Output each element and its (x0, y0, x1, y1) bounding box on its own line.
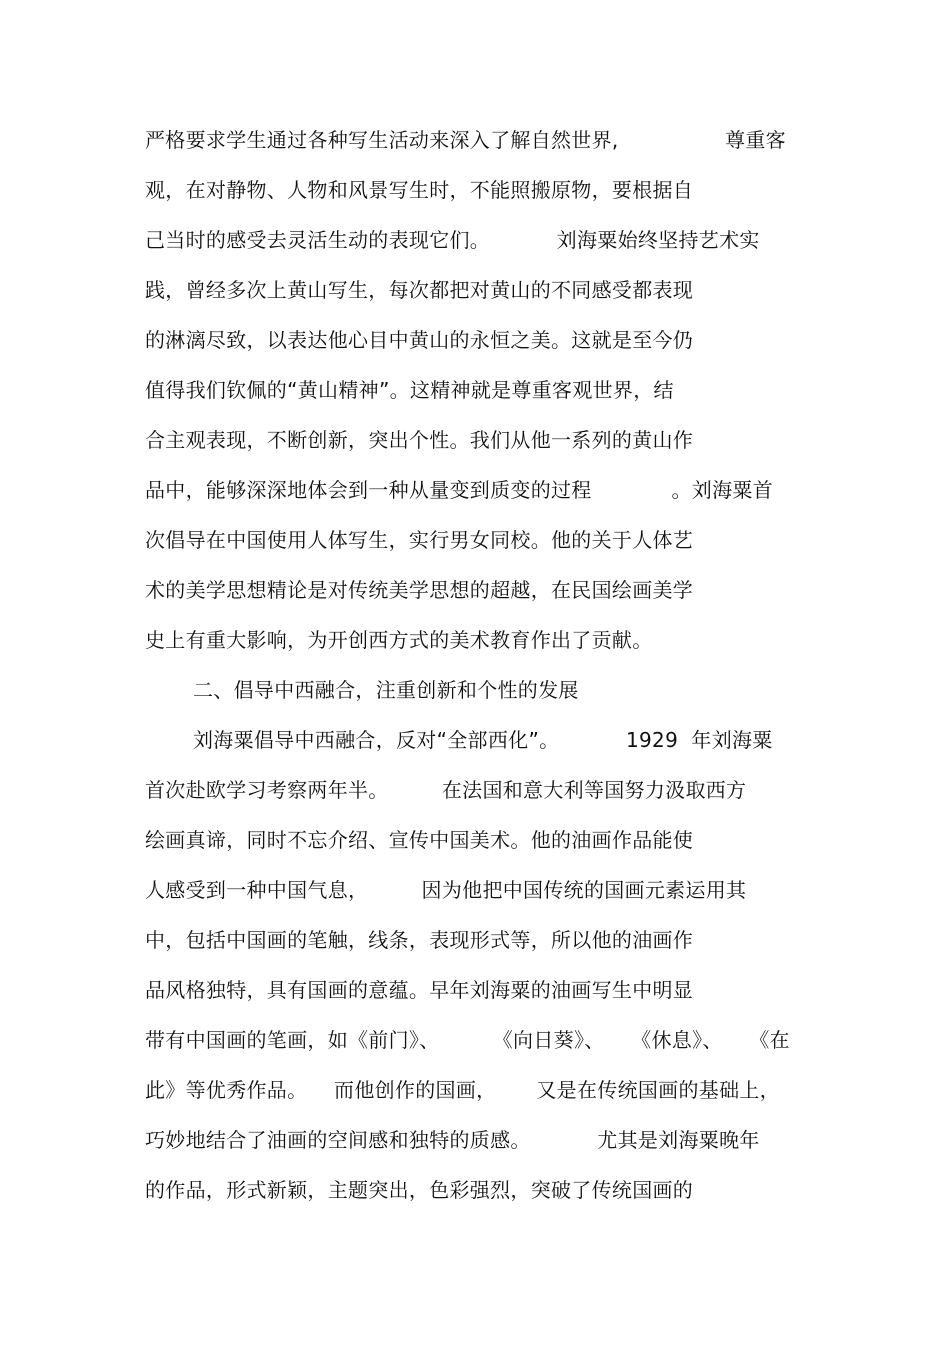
text-line: 己当时的感受去灵活生动的表现它们。 刘海粟始终坚持艺术实 (145, 228, 760, 252)
text-line: 品风格独特，具有国画的意蕴。早年刘海粟的油画写生中明显 (145, 978, 694, 1002)
text-line: 次倡导在中国使用人体写生，实行男女同校。他的关于人体艺 (145, 528, 694, 552)
text-line: 严格要求学生通过各种写生活动来深入了解自然世界, 尊重客 (145, 128, 786, 152)
text-line: 刘海粟倡导中西融合，反对“全部西化”。 1929 年刘海粟 (193, 728, 773, 752)
text-line: 巧妙地结合了油画的空间感和独特的质感。 尤其是刘海粟晚年 (145, 1128, 760, 1152)
text-line: 值得我们钦佩的“黄山精神”。这精神就是尊重客观世界，结 (145, 378, 674, 402)
section-heading: 二、倡导中西融合，注重创新和个性的发展 (193, 678, 579, 702)
text-line: 品中，能够深深地体会到一种从量变到质变的过程 。刘海粟首 (145, 478, 773, 502)
text-line: 中，包括中国画的笔触，线条，表现形式等，所以他的油画作 (145, 928, 694, 952)
text-line: 的作品，形式新颖，主题突出，色彩强烈，突破了传统国画的 (145, 1178, 694, 1202)
text-line: 绘画真谛，同时不忘介绍、宣传中国美术。他的油画作品能使 (145, 828, 694, 852)
text-line: 的淋漓尽致，以表达他心目中黄山的永恒之美。这就是至今仍 (145, 328, 694, 352)
text-line: 首次赴欧学习考察两年半。 在法国和意大利等国努力汲取西方 (145, 778, 747, 802)
text-line: 人感受到一种中国气息， 因为他把中国传统的国画元素运用其 (145, 878, 747, 902)
text-line: 观，在对静物、人物和风景写生时，不能照搬原物，要根据自 (145, 178, 694, 202)
text-line: 术的美学思想精论是对传统美学思想的超越，在民国绘画美学 (145, 578, 694, 602)
text-line: 此》等优秀作品。 而他创作的国画， 又是在传统国画的基础上， (145, 1078, 780, 1102)
text-line: 带有中国画的笔画，如《前门》、 《向日葵》、 《休息》、 《在 (145, 1028, 790, 1052)
text-line: 合主观表现，不断创新，突出个性。我们从他一系列的黄山作 (145, 428, 694, 452)
text-line: 践，曾经多次上黄山写生，每次都把对黄山的不同感受都表现 (145, 278, 694, 302)
text-line: 史上有重大影响，为开创西方式的美术教育作出了贡献。 (145, 628, 653, 652)
